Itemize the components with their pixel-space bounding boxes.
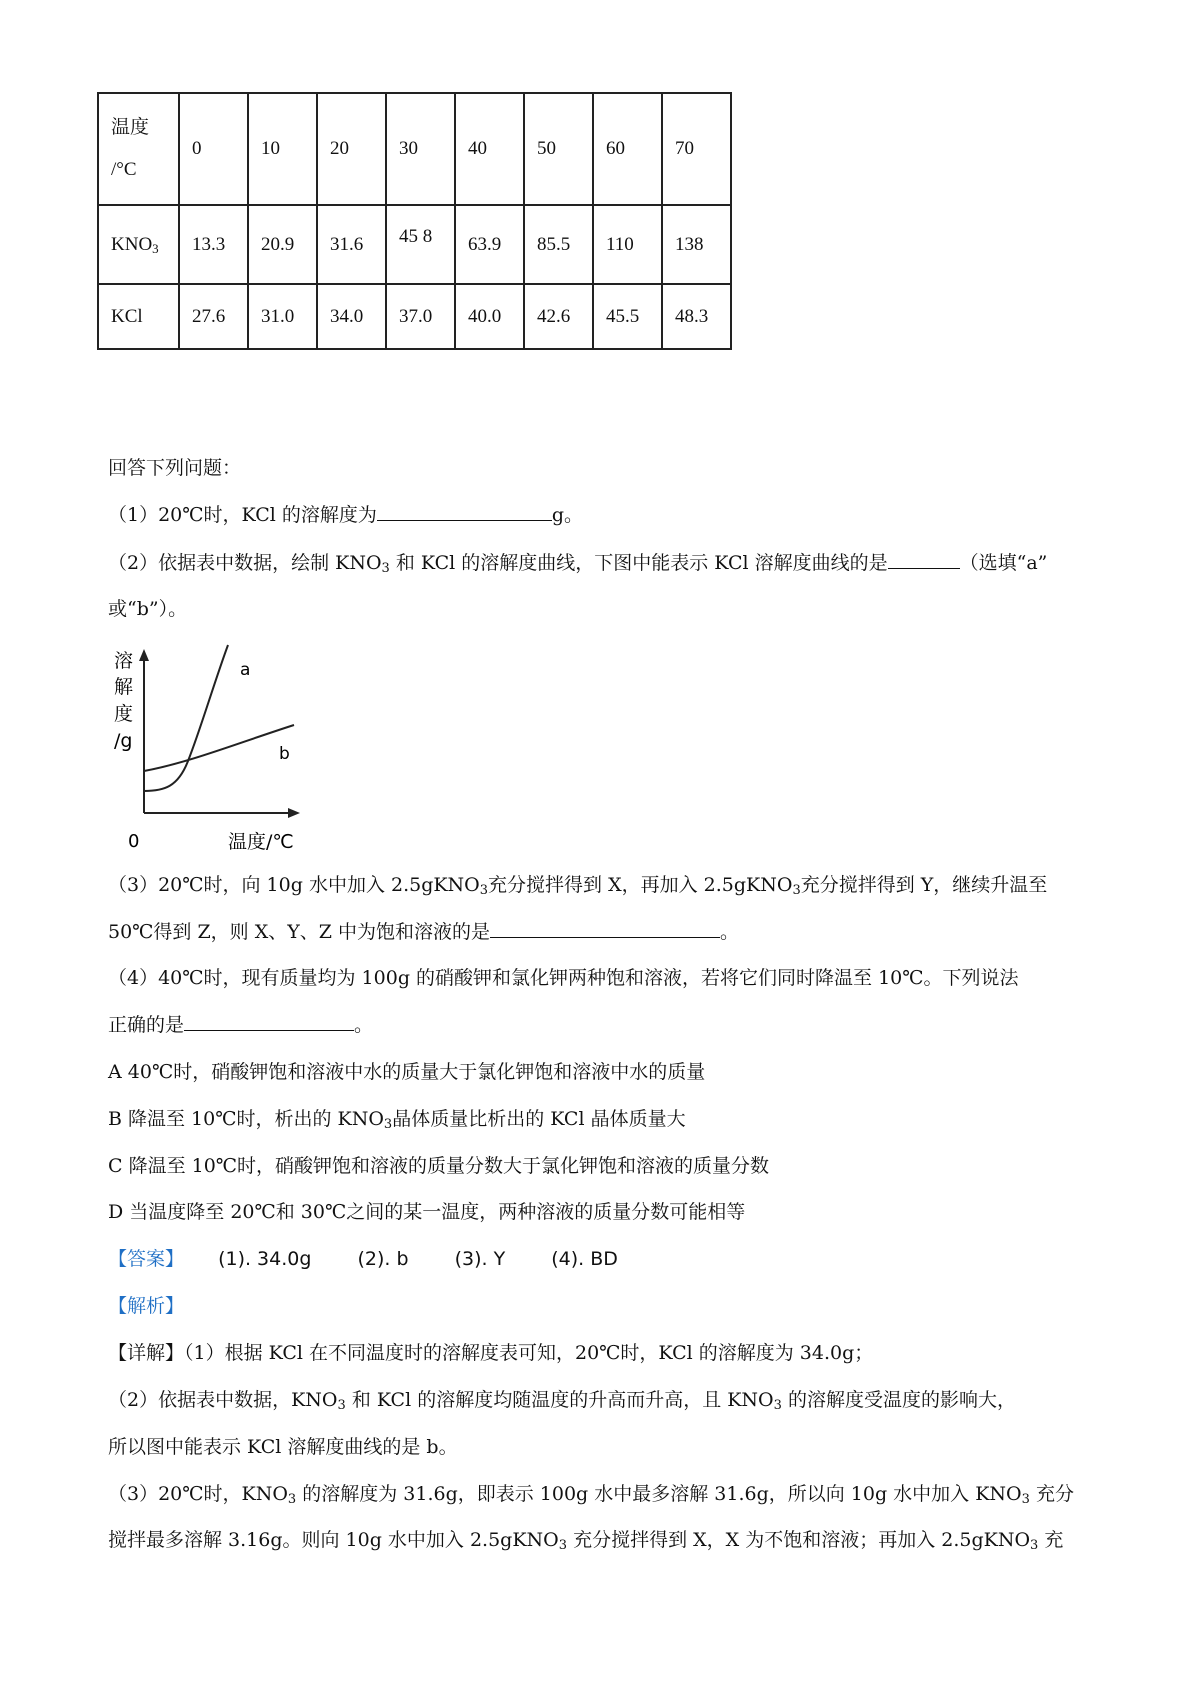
solubility-table <box>97 92 732 350</box>
detail-p1 <box>108 1341 873 1365</box>
answer-item: (1). 34.0g <box>218 1248 312 1270</box>
q3-text-c: 充分搅拌得到 Y，继续升温至 <box>800 874 1048 896</box>
q3-text-b: 充分搅拌得到 X，再加入 2.5gKNO <box>488 874 793 896</box>
detail-p2-line2: 所以图中能表示 KCl 溶解度曲线的是 b。 <box>108 1436 458 1458</box>
detail-p3-line2-text: 搅拌最多溶解 3.16g。则向 10g 水中加入 2.5gKNO <box>108 1529 559 1551</box>
q3-line2-text: 50℃得到 Z，则 X、Y、Z 中为饱和溶液的是 <box>108 921 491 943</box>
value-cell: 40.0 <box>455 284 524 349</box>
option-b <box>108 1107 686 1131</box>
subscript: 3 <box>558 1538 568 1553</box>
subscript: 3 <box>479 883 489 898</box>
option-c: C 降温至 10℃时，硝酸钾饱和溶液的质量分数大于氯化钾饱和溶液的质量分数 <box>108 1155 770 1177</box>
value-text: 45 8 <box>399 225 433 247</box>
y-label-char: 解 <box>114 676 134 698</box>
temperature-label: 温度 <box>111 117 150 138</box>
q2-text-b: 和 KCl 的溶解度曲线，下图中能表示 KCl 溶解度曲线的是 <box>389 552 888 574</box>
detail-p1-text: （1）根据 KCl 在不同温度时的溶解度表可知，20℃时，KCl 的溶解度为 34.0g； <box>184 1342 874 1364</box>
detail-p3 <box>108 1482 1074 1506</box>
curve-a-label: a <box>240 660 251 680</box>
row-label-text: KNO <box>111 233 153 255</box>
value-cell: 27.6 <box>179 284 248 349</box>
value-cell: 45.5 <box>593 284 662 349</box>
subscript: 3 <box>381 561 390 576</box>
detail-p3-line2-text-c: 充 <box>1038 1529 1064 1551</box>
value-cell: 20.9 <box>248 205 317 284</box>
y-label-char: /g <box>114 730 133 752</box>
curve-b <box>144 725 294 771</box>
origin-label: 0 <box>128 831 140 852</box>
q4-line2 <box>108 1012 373 1037</box>
subscript: 3 <box>337 1398 346 1413</box>
x-axis-label: 温度/℃ <box>228 831 294 853</box>
q4-blank[interactable] <box>184 1012 354 1031</box>
detail-p3-line2 <box>108 1528 1063 1552</box>
intro-text: 回答下列问题： <box>108 457 242 479</box>
row-label-subscript: 3 <box>152 240 159 256</box>
table-row <box>98 284 731 349</box>
subscript: 3 <box>792 883 801 898</box>
value-cell: 34.0 <box>317 284 386 349</box>
analysis-tag: 【解析】 <box>108 1295 185 1317</box>
value-cell <box>386 205 455 284</box>
temp-cell: 0 <box>179 93 248 205</box>
value-cell: 42.6 <box>524 284 593 349</box>
y-label-char: 度 <box>114 703 134 725</box>
solubility-curve-graph <box>108 643 308 853</box>
row-label-kno3 <box>98 205 179 284</box>
answer-tag: 【答案】 <box>108 1248 185 1270</box>
value-cell: 63.9 <box>455 205 524 284</box>
subscript: 3 <box>287 1492 297 1507</box>
answer-line <box>108 1247 618 1271</box>
q3-blank[interactable] <box>490 919 720 938</box>
option-b-text: B 降温至 10℃时，析出的 KNO <box>108 1108 384 1130</box>
curve-b-label: b <box>279 744 290 764</box>
row-label-kcl: KCl <box>98 284 179 349</box>
q3-text: （3）20℃时，向 10g 水中加入 2.5gKNO <box>108 874 480 896</box>
option-b-text-b: 晶体质量比析出的 KCl 晶体质量大 <box>392 1108 686 1130</box>
q3-line2 <box>108 919 739 944</box>
detail-p2-text: （2）依据表中数据，KNO <box>108 1389 338 1411</box>
subscript: 3 <box>773 1398 782 1413</box>
q1-unit: g。 <box>551 504 584 526</box>
answer-item: (2). b <box>357 1248 409 1270</box>
temp-cell: 60 <box>593 93 662 205</box>
detail-p2-text-b: 和 KCl 的溶解度均随温度的升高而升高，且 KNO <box>345 1389 774 1411</box>
answer-item: (4). BD <box>551 1248 618 1270</box>
detail-p2 <box>108 1388 1016 1412</box>
value-cell: 110 <box>593 205 662 284</box>
detail-p3-text: （3）20℃时，KNO <box>108 1483 288 1505</box>
question-2 <box>108 550 1047 575</box>
x-axis-arrow <box>288 808 300 818</box>
y-axis-arrow <box>139 649 149 661</box>
q2-text: （2）依据表中数据，绘制 KNO <box>108 552 382 574</box>
q2-blank[interactable] <box>888 550 960 569</box>
temp-cell: 40 <box>455 93 524 205</box>
question-4: （4）40℃时，现有质量均为 100g 的硝酸钾和氯化钾两种饱和溶液，若将它们同时降温至 10℃。下列说法 <box>108 967 1019 989</box>
temp-cell: 30 <box>386 93 455 205</box>
q1-text: （1）20℃时，KCl 的溶解度为 <box>108 504 377 526</box>
temp-cell: 20 <box>317 93 386 205</box>
q4-line2-end: 。 <box>354 1014 374 1036</box>
detail-p3-text-c: 充分 <box>1029 1483 1074 1505</box>
value-cell: 31.6 <box>317 205 386 284</box>
detail-tag: 【详解】 <box>108 1342 185 1364</box>
question-1 <box>108 502 583 527</box>
detail-p2-text-c: 的溶解度受温度的影响大， <box>781 1389 1016 1411</box>
q2-line2: 或“b”）。 <box>108 598 188 620</box>
value-cell: 37.0 <box>386 284 455 349</box>
answer-item: (3). Y <box>454 1248 506 1270</box>
q1-blank[interactable] <box>377 502 552 521</box>
q4-line2-text: 正确的是 <box>108 1014 185 1036</box>
q3-line2-end: 。 <box>720 921 740 943</box>
value-cell: 138 <box>662 205 731 284</box>
temp-cell: 50 <box>524 93 593 205</box>
value-cell: 13.3 <box>179 205 248 284</box>
value-cell: 85.5 <box>524 205 593 284</box>
temperature-unit: /°C <box>111 159 137 180</box>
q2-choice: （选填“a” <box>959 552 1048 574</box>
subscript: 3 <box>1030 1538 1039 1553</box>
temperature-header-cell <box>98 93 179 205</box>
detail-p3-line2-text-b: 充分搅拌得到 X，X 为不饱和溶液；再加入 2.5gKNO <box>567 1529 1031 1551</box>
value-cell: 48.3 <box>662 284 731 349</box>
subscript: 3 <box>383 1117 393 1132</box>
option-a: A 40℃时，硝酸钾饱和溶液中水的质量大于氯化钾饱和溶液中水的质量 <box>108 1061 706 1083</box>
temp-cell: 70 <box>662 93 731 205</box>
table-row <box>98 205 731 284</box>
value-cell: 31.0 <box>248 284 317 349</box>
temp-cell: 10 <box>248 93 317 205</box>
y-axis-label <box>114 650 133 752</box>
table-header-row <box>98 93 731 205</box>
option-d: D 当温度降至 20℃和 30℃之间的某一温度，两种溶液的质量分数可能相等 <box>108 1201 746 1223</box>
question-3 <box>108 873 1047 897</box>
detail-p3-text-b: 的溶解度为 31.6g，即表示 100g 水中最多溶解 31.6g，所以向 10g 水中加入 KNO <box>296 1483 1022 1505</box>
subscript: 3 <box>1021 1492 1030 1507</box>
y-label-char: 溶 <box>114 650 134 672</box>
